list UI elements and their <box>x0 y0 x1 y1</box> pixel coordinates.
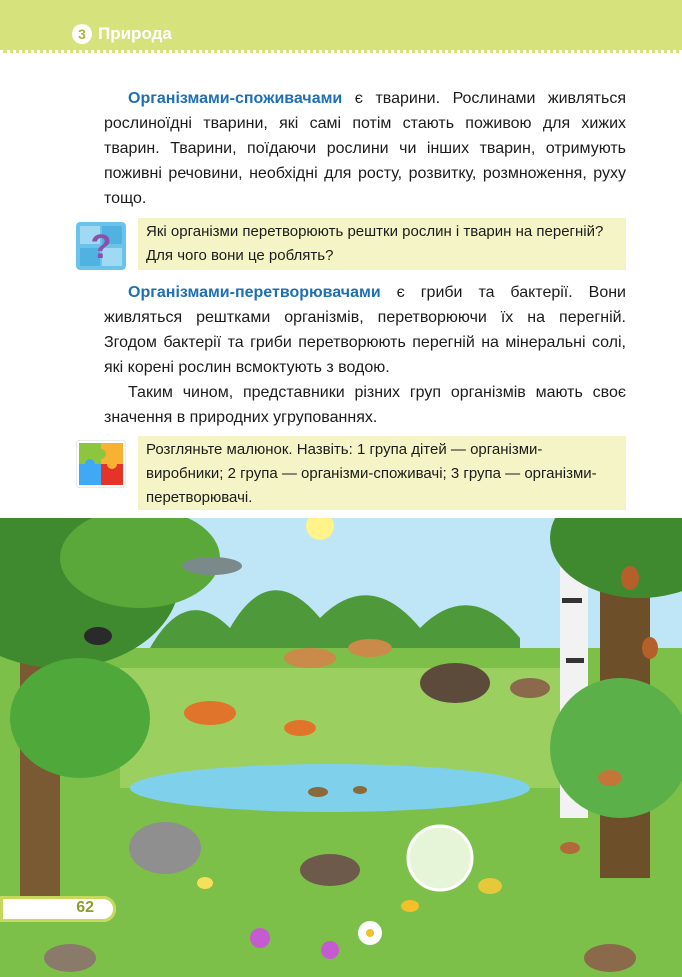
chapter-header <box>0 0 682 53</box>
deer-icon-2 <box>348 639 392 657</box>
butterfly-icon <box>197 877 213 889</box>
question-box <box>138 218 626 270</box>
squirrel-icon <box>621 566 639 590</box>
mouse-icon <box>584 944 636 972</box>
task-box <box>138 436 626 510</box>
fox-cub-icon <box>284 720 316 736</box>
paragraph-summary-text: Таким чином, представники різних груп організмів мають своє значення в природних угрупованнях. <box>104 384 626 426</box>
puzzle-icon <box>76 440 126 488</box>
jay-icon <box>598 770 622 786</box>
page-number: 62 <box>76 899 94 916</box>
task-text: Розгляньте малюнок. Назвіть: 1 група дітей — організми-виробники; 2 група — організми-споживачі; 3 група — організми-перетворювачі. <box>146 441 597 506</box>
wolf-cub-icon <box>300 854 360 886</box>
cuckoo-icon <box>182 557 242 575</box>
deer-icon <box>284 648 336 668</box>
blackbird-icon <box>84 627 112 645</box>
duck-icon <box>308 787 328 797</box>
bush-left <box>10 658 150 778</box>
term-decomposers: Організмами-перетворювачами <box>128 284 381 301</box>
tit-icon <box>478 878 502 894</box>
term-consumers: Організмами-споживачами <box>128 90 343 107</box>
bee-icon <box>401 900 419 912</box>
chapter-number-badge: 3 <box>72 24 92 44</box>
clover-icon <box>321 941 339 959</box>
boar-icon <box>420 663 490 703</box>
chapter-label <box>72 24 172 44</box>
paragraph-consumers-text: є тварини. Рослинами живляться рослиноїдні тварини, які самі потім стають поживою для хижих тварин. Тварини, поїдаючи рослини чи інших тварин, отримують поживні речовини, необхідні для росту, розвитку, розмноження, руху тощо. <box>104 90 626 207</box>
paragraph-summary <box>104 380 626 430</box>
piglet-icon <box>510 678 550 698</box>
page-number-tab <box>0 896 116 922</box>
question-icon <box>76 222 126 270</box>
wolf-icon <box>129 822 201 874</box>
pond <box>130 764 530 812</box>
question-text: Які організми перетворюють рештки рослин і тварин на перегній? Для чого вони це роблять? <box>146 223 604 264</box>
chapter-title: Природа <box>98 24 172 43</box>
duckling-icon <box>353 786 367 794</box>
paragraph-decomposers-text: є гриби та бактерії. Вони живляться рештками організмів, перетворюючи їх на перегній. Згодом бактерії та гриби перетворюють перегній на мінеральні солі, які корені рослин всмоктують з водою. <box>104 284 626 376</box>
svg-text:?: ? <box>90 228 112 266</box>
fox-icon <box>184 701 236 725</box>
squirrel-icon-2 <box>642 637 658 659</box>
mushroom-icon <box>560 842 580 854</box>
paragraph-decomposers <box>104 280 626 380</box>
clover-icon-2 <box>250 928 270 948</box>
hedgehog-icon <box>44 944 96 972</box>
bacteria-magnifier-icon <box>408 826 472 890</box>
paragraph-consumers <box>104 86 626 211</box>
